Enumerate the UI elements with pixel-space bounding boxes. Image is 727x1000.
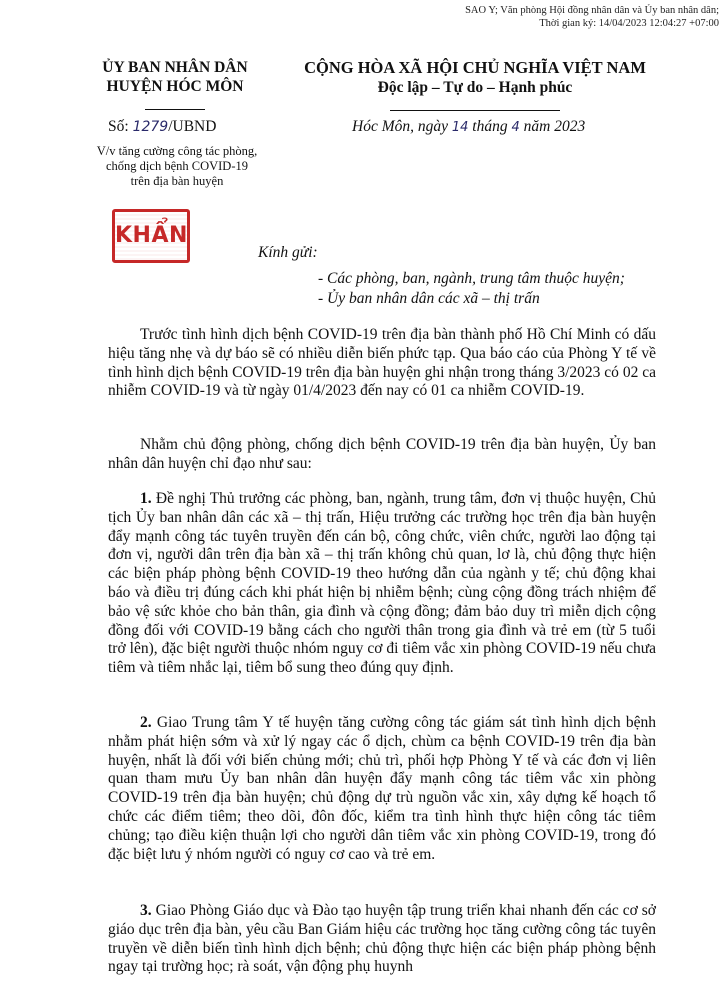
digital-signature-note — [389, 4, 719, 30]
year-label: năm 2023 — [523, 118, 586, 135]
org-line-1: ỦY BAN NHÂN DÂN — [102, 59, 248, 76]
national-header — [280, 58, 670, 116]
item-3-text: Giao Phòng Giáo dục và Đào tạo huyện tập trung triển khai nhanh đến các cơ sở giáo dục trên địa bàn, yêu cầu Ban Giám hiệu các trường học tăng cường công tác tuyên truyền về diễn biến tình hình dịch bệnh; chủ động thực hiện các biện pháp phòng bệnh ngay tại trường học; rà soát, vận động phụ huynh — [108, 902, 656, 976]
paragraph-item-1 — [108, 490, 656, 678]
signature-line-1: SAO Y; Văn phòng Hội đồng nhân dân và Ủy ban nhân dân; — [465, 5, 719, 16]
issuing-authority — [80, 58, 270, 115]
month-label: tháng — [472, 118, 508, 135]
paragraph-context — [108, 326, 656, 401]
paragraph-item-2 — [108, 714, 656, 864]
document-subject — [82, 144, 272, 189]
subject-line-3: trên địa bàn huyện — [130, 174, 224, 188]
recipient-2: - Ủy ban nhân dân các xã – thị trấn — [318, 290, 540, 307]
place-and-date — [352, 118, 585, 136]
item-2-text: Giao Trung tâm Y tế huyện tăng cường công tác giám sát tình hình dịch bệnh nhằm phát hiện sớm và xử lý ngay các ổ dịch, chùm ca bệnh COVID-19 trên địa bàn huyện, nhất là đối với biến chủng mới; chủ trì, phối hợp Phòng Y tế và các đơn vị liên quan tham mưu Ủy ban nhân dân huyện đẩy mạnh công tác tiêm vắc xin phòng COVID-19 trên địa bàn huyện; chủ động dự trù nguồn vắc xin, xây dựng kế hoạch tổ chức các điểm tiêm; theo dõi, đôn đốc, kiểm tra tình hình thực hiện công tác tiêm chủng; tạo điều kiện thuận lợi cho người dân tiêm vắc xin phòng COVID-19, trong đó đặc biệt lưu ý nhóm người có nguy cơ cao và trẻ em. — [108, 714, 657, 863]
subject-line-2: chống dịch bệnh COVID-19 — [106, 159, 248, 173]
paragraph-2: Nhằm chủ động phòng, chống dịch bệnh COVID-19 trên địa bàn huyện, Ủy ban nhân dân huyện chỉ đạo như sau: — [108, 436, 656, 472]
paragraph-directive-intro — [108, 436, 656, 474]
paragraph-1: Trước tình hình dịch bệnh COVID-19 trên địa bàn thành phố Hồ Chí Minh có dấu hiệu tăng nhẹ và dự báo sẽ có nhiều diễn biến phức tạp. Qua báo cáo của Phòng Y tế về tình hình dịch bệnh COVID-19 trên địa bàn huyện ghi nhận trong tháng 3/2023 có 02 ca nhiễm COVID-19 và từ ngày 01/4/2023 đến nay có 01 ca nhiễm COVID-19. — [108, 326, 656, 400]
so-label: Số: — [108, 118, 129, 135]
day-handwritten: 14 — [451, 120, 469, 135]
national-motto: Độc lập – Tự do – Hạnh phúc — [377, 79, 573, 96]
urgent-stamp: KHẨN — [112, 209, 190, 263]
document-number — [108, 118, 216, 136]
greeting: Kính gửi: — [258, 244, 318, 261]
place-prefix: Hóc Môn, ngày — [352, 118, 448, 135]
item-3-number: 3. — [140, 902, 152, 919]
paragraph-item-3 — [108, 902, 656, 977]
month-handwritten: 4 — [511, 120, 520, 135]
nation-title: CỘNG HÒA XÃ HỘI CHỦ NGHĨA VIỆT NAM — [304, 58, 646, 77]
org-line-2: HUYỆN HÓC MÔN — [106, 78, 244, 95]
signature-line-2: Thời gian ký: 14/04/2023 12:04:27 +07:00 — [539, 18, 719, 29]
item-1-text: Đề nghị Thủ trưởng các phòng, ban, ngành, trung tâm, đơn vị thuộc huyện, Chủ tịch Ủy ban nhân dân các xã – thị trấn, Hiệu trưởng các trường học trên địa bàn huyện đẩy mạnh công tác tuyên truyền đến cán bộ, công chức, viên chức, người lao động tại đơn vị, người dân trên địa bàn xã – thị trấn không chủ quan, lơ là, chủ động thực hiện các biện pháp phòng bệnh COVID-19 theo hướng dẫn của ngành y tế; chủ động khai báo và điều trị đúng cách khi phát hiện bị nhiễm bệnh; cùng cộng đồng trách nhiệm để bảo vệ sức khỏe cho bản thân, gia đình và cộng đồng; đảm bảo duy trì miễn dịch cộng đồng đối với COVID-19 bằng cách cho người thân trong gia đình và trẻ em (từ 5 tuổi trở lên), đặc biệt người thuộc nhóm nguy cơ đi tiêm vắc xin phòng COVID-19 nếu chưa tiêm và tiêm nhắc lại, tiêm bổ sung theo đúng quy định. — [108, 490, 657, 677]
motto-underline — [390, 110, 560, 111]
subject-line-1: V/v tăng cường công tác phòng, — [96, 144, 258, 158]
recipient-1: - Các phòng, ban, ngành, trung tâm thuộc huyện; — [318, 270, 625, 287]
so-suffix: /UBND — [168, 118, 217, 135]
org-underline — [145, 109, 205, 110]
item-1-number: 1. — [140, 490, 152, 507]
item-2-number: 2. — [140, 714, 152, 731]
so-number-handwritten: 1279 — [132, 119, 169, 135]
